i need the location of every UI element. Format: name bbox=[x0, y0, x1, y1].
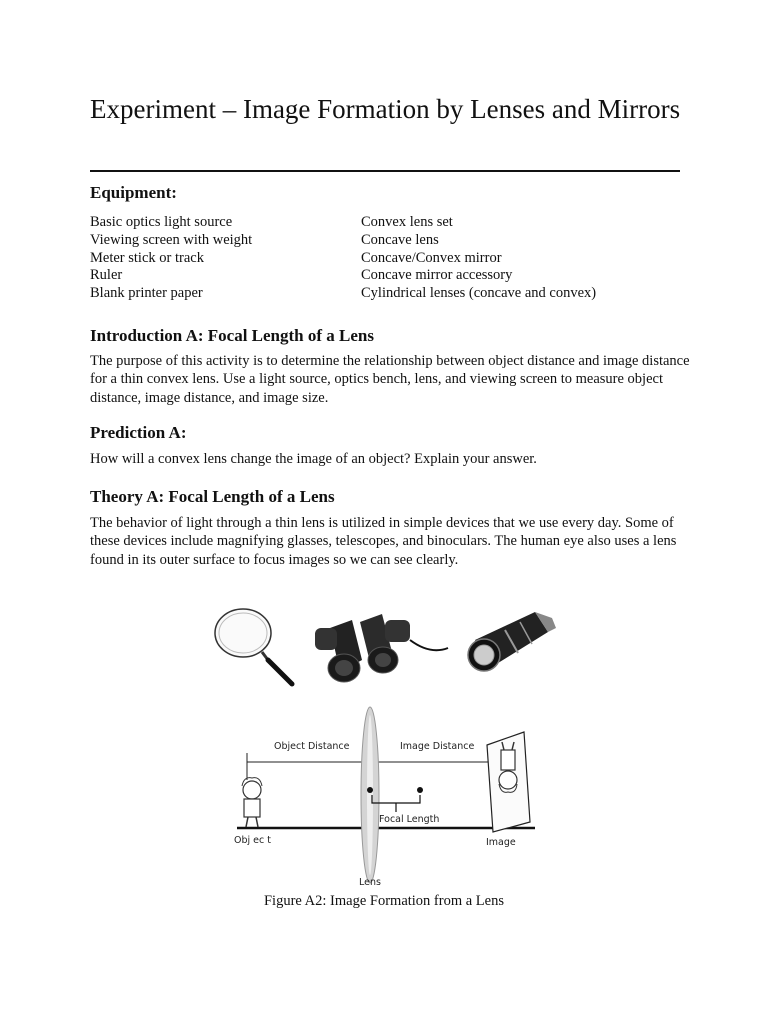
image-distance-label: Image Distance bbox=[400, 741, 475, 752]
theory-heading: Theory A: Focal Length of a Lens bbox=[90, 487, 335, 506]
intro-heading: Introduction A: Focal Length of a Lens bbox=[90, 326, 374, 345]
equipment-item: Concave mirror accessory bbox=[361, 267, 513, 284]
equipment-item: Basic optics light source bbox=[90, 214, 233, 230]
image-label: Image bbox=[486, 837, 516, 848]
equipment-item: Meter stick or track bbox=[90, 249, 204, 266]
object-figure-icon bbox=[242, 778, 262, 827]
intro-paragraph: The purpose of this activity is to determine the relationship between object distance and image distance for a thin convex lens. Use a light source, optics bench, lens, and viewing screen to measure object distance, image distance, and image size. bbox=[90, 353, 690, 406]
lens-label: Lens bbox=[359, 877, 381, 888]
image-screen bbox=[487, 732, 530, 832]
equipment-heading: Equipment: bbox=[90, 183, 177, 202]
prediction-heading: Prediction A: bbox=[90, 423, 187, 442]
focal-point bbox=[417, 787, 423, 793]
prediction-paragraph: How will a convex lens change the image of an object? Explain your answer. bbox=[90, 451, 537, 467]
equipment-item: Convex lens set bbox=[361, 214, 453, 230]
inverted-image-icon bbox=[499, 742, 517, 792]
object-distance-label: Object Distance bbox=[274, 741, 350, 752]
figure-caption: Figure A2: Image Formation from a Lens bbox=[263, 893, 504, 909]
lens-center-point bbox=[367, 787, 373, 793]
equipment-item: Concave/Convex mirror bbox=[361, 249, 502, 266]
equipment-item: Ruler bbox=[90, 267, 123, 284]
object-label: Obj ec t bbox=[234, 835, 271, 846]
focal-length-label: Focal Length bbox=[379, 814, 440, 825]
theory-paragraph: The behavior of light through a thin lens is utilized in simple devices that we use every day. Some of these devices include magnifying glasses, telescopes, and binoculars. The human eye also uses a lens found in its outer surface to focus images so we can see clearly. bbox=[90, 515, 677, 568]
equipment-item: Cylindrical lenses (concave and convex) bbox=[361, 285, 597, 302]
equipment-item: Viewing screen with weight bbox=[90, 231, 253, 248]
page-title: Experiment – Image Formation by Lenses and Mirrors bbox=[90, 94, 681, 124]
equipment-item: Blank printer paper bbox=[90, 285, 203, 302]
equipment-item: Concave lens bbox=[361, 231, 439, 248]
